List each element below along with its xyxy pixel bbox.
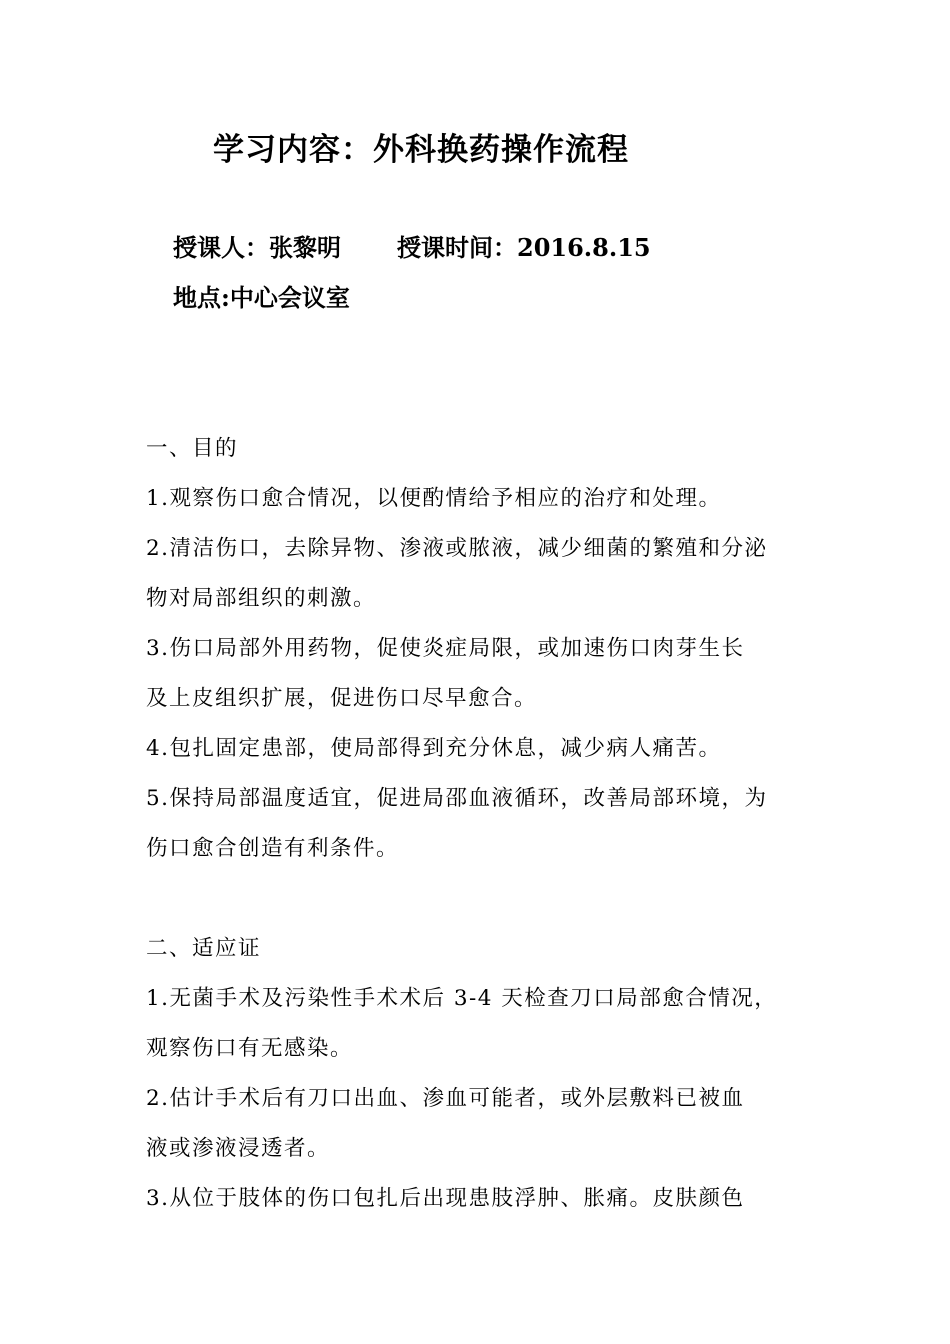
paragraph-line: 5.保持局部温度适宜，促进局邵血液循环，改善局部环境，为: [146, 786, 768, 811]
paragraph-line: 3.伤口局部外用药物，促使炎症局限，或加速伤口肉芽生长: [146, 636, 745, 661]
section-heading-purpose: 一、目的: [146, 436, 239, 461]
section-heading-indications: 二、适应证: [146, 936, 262, 961]
document-body: [146, 424, 814, 1224]
paragraph-line: 4.包扎固定患部，使局部得到充分休息，减少病人痛苦。: [146, 736, 722, 761]
paragraph-line: 伤口愈合创造有利条件。: [146, 836, 400, 861]
lecturer-field: 授课人：张黎明: [173, 233, 341, 262]
paragraph-line: 1.无菌手术及污染性手术术后 3-4 天检查刀口局部愈合情况，: [146, 986, 778, 1011]
paragraph-line: 物对局部组织的刺激。: [146, 586, 377, 611]
paragraph-line: 观察伤口有无感染。: [146, 1036, 354, 1061]
paragraph-line: 2.估计手术后有刀口出血、渗血可能者，或外层敷料已被血: [146, 1086, 745, 1111]
section-spacer: [146, 874, 814, 924]
location-field: 地点:中心会议室: [173, 283, 350, 312]
lecture-info-line: [173, 230, 651, 266]
document-title: 学习内容：外科换药操作流程: [213, 132, 629, 168]
paragraph-line: 液或渗液浸透者。: [146, 1136, 331, 1161]
paragraph-line: 及上皮组织扩展，促进伤口尽早愈合。: [146, 686, 538, 711]
paragraph-line: 3.从位于肢体的伤口包扎后出现患肢浮肿、胀痛。皮肤颜色: [146, 1186, 745, 1211]
lecture-time-field: 授课时间：2016.8.15: [397, 233, 651, 262]
paragraph-line: 1.观察伤口愈合情况，以便酌情给予相应的治疗和处理。: [146, 486, 722, 511]
paragraph-line: 2.清洁伤口，去除异物、渗液或脓液，减少细菌的繁殖和分泌: [146, 536, 768, 561]
